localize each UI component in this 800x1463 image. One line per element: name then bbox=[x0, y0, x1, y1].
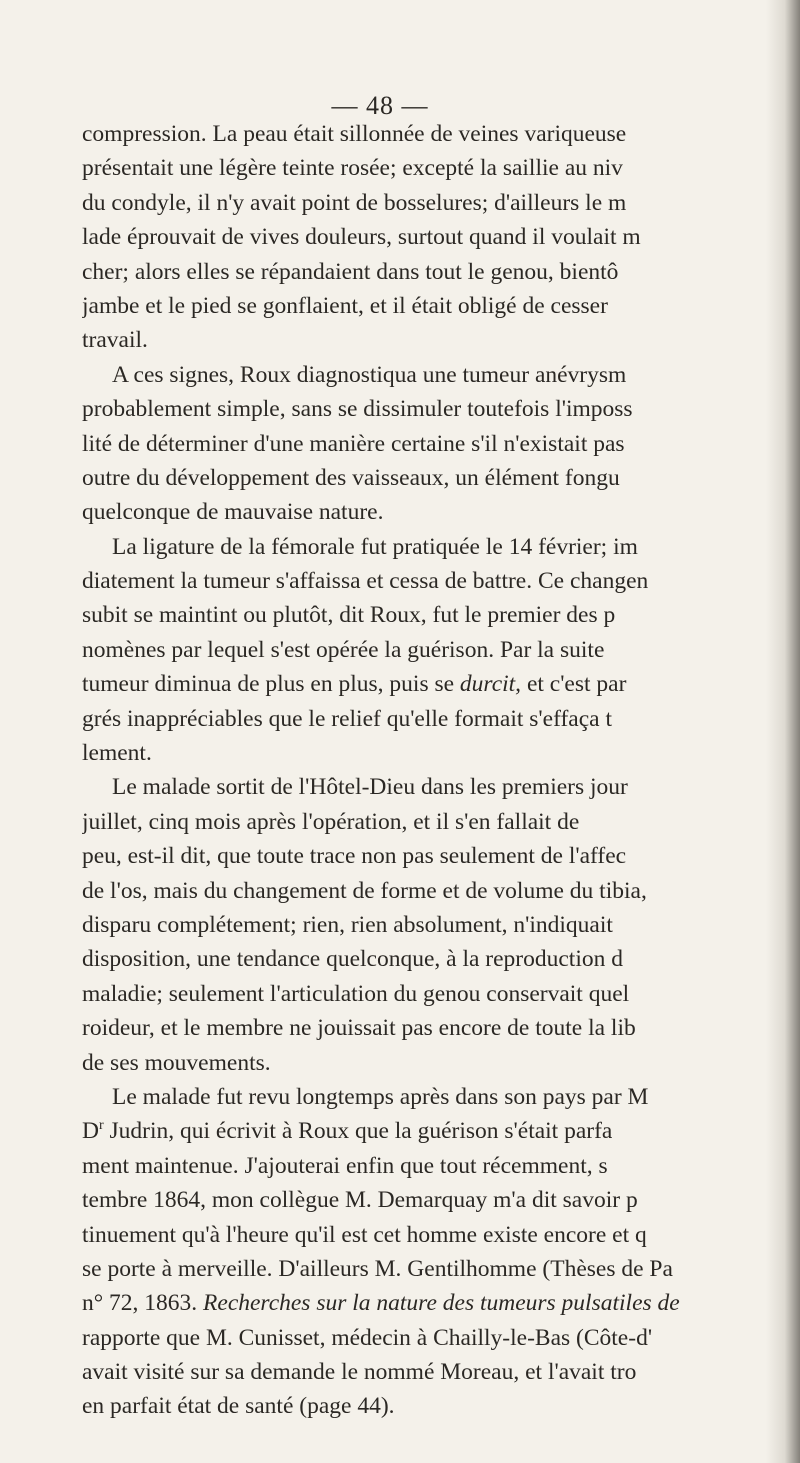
text-line: nomènes par lequel s'est opérée la guérison. Par la suite bbox=[82, 636, 605, 663]
text-fragment: D bbox=[82, 1118, 99, 1145]
text-line: lade éprouvait de vives douleurs, surtout quand il voulait m bbox=[82, 224, 641, 251]
text-line: lement. bbox=[82, 740, 152, 767]
text-line: peu, est-il dit, que toute trace non pas seulement de l'affec bbox=[82, 843, 627, 870]
text-line: lité de déterminer d'une manière certaine s'il n'existait pas bbox=[82, 430, 625, 457]
text-line: tembre 1864, mon collègue M. Demarquay m'a dit savoir p bbox=[82, 1187, 638, 1214]
text-line: travail. bbox=[82, 327, 148, 354]
text-line: avait visité sur sa demande le nommé Moreau, et l'avait tro bbox=[82, 1359, 637, 1386]
text-line bbox=[82, 1114, 782, 1148]
text-line bbox=[82, 667, 782, 701]
italic-term: durcit, bbox=[459, 671, 522, 698]
text-line: jambe et le pied se gonflaient, et il était obligé de cesser bbox=[82, 292, 608, 319]
page-number: — 48 — bbox=[331, 91, 429, 120]
text-line: tinuement qu'à l'heure qu'il est cet homme existe encore et q bbox=[82, 1221, 647, 1248]
paragraph-start: La ligature de la fémorale fut pratiquée le 14 février; im bbox=[112, 533, 638, 560]
text-line: maladie; seulement l'articulation du genou conservait quel bbox=[82, 980, 630, 1007]
text-line: de ses mouvements. bbox=[82, 1049, 271, 1076]
text-fragment: tumeur diminua de plus en plus, puis se bbox=[82, 671, 455, 698]
text-line: grés inappréciables que le relief qu'elle formait s'effaça t bbox=[82, 705, 613, 732]
text-line: roideur, et le membre ne jouissait pas encore de toute la lib bbox=[82, 1015, 636, 1042]
text-line: juillet, cinq mois après l'opération, et il s'en fallait de bbox=[82, 808, 580, 835]
text-fragment: Judrin, qui écrivit à Roux que la guérison s'était parfa bbox=[109, 1118, 613, 1145]
body-text bbox=[82, 117, 782, 1424]
superscript: r bbox=[98, 1118, 104, 1134]
text-line: en parfait état de santé (page 44). bbox=[82, 1393, 395, 1420]
text-line: probablement simple, sans se dissimuler toutefois l'imposs bbox=[82, 396, 633, 423]
italic-title: Recherches sur la nature des tumeurs pulsatiles de bbox=[203, 1290, 680, 1317]
text-line: disparu complétement; rien, rien absolument, n'indiquait bbox=[82, 911, 613, 938]
text-line: se porte à merveille. D'ailleurs M. Gentilhomme (Thèses de Pa bbox=[82, 1255, 673, 1282]
text-fragment: et c'est par bbox=[526, 671, 627, 698]
text-line: subit se maintint ou plutôt, dit Roux, fut le premier des p bbox=[82, 602, 616, 629]
text-line: diatement la tumeur s'affaissa et cessa de battre. Ce changen bbox=[82, 568, 649, 595]
paragraph-start: A ces signes, Roux diagnostiqua une tumeur anévrysm bbox=[112, 361, 627, 388]
text-line: cher; alors elles se répandaient dans tout le genou, bientô bbox=[82, 258, 619, 285]
text-line: de l'os, mais du changement de forme et de volume du tibia, bbox=[82, 877, 647, 904]
text-line: outre du développement des vaisseaux, un élément fongu bbox=[82, 464, 620, 491]
text-line: ment maintenue. J'ajouterai enfin que tout récemment, s bbox=[82, 1152, 608, 1179]
text-line: rapporte que M. Cunisset, médecin à Chailly-le-Bas (Côte-d' bbox=[82, 1324, 653, 1351]
text-line: quelconque de mauvaise nature. bbox=[82, 499, 384, 526]
text-line: présentait une légère teinte rosée; excepté la saillie au niv bbox=[82, 155, 623, 182]
text-line: disposition, une tendance quelconque, à la reproduction d bbox=[82, 946, 623, 973]
text-fragment: n° 72, 1863. bbox=[82, 1290, 198, 1317]
paragraph-start: Le malade sortit de l'Hôtel-Dieu dans les premiers jour bbox=[112, 774, 628, 801]
text-line bbox=[82, 1286, 782, 1320]
paragraph-start: Le malade fut revu longtemps après dans son pays par M bbox=[112, 1083, 649, 1110]
text-line: du condyle, il n'y avait point de bosselures; d'ailleurs le m bbox=[82, 189, 627, 216]
text-line: compression. La peau était sillonnée de veines variqueuse bbox=[82, 121, 627, 147]
